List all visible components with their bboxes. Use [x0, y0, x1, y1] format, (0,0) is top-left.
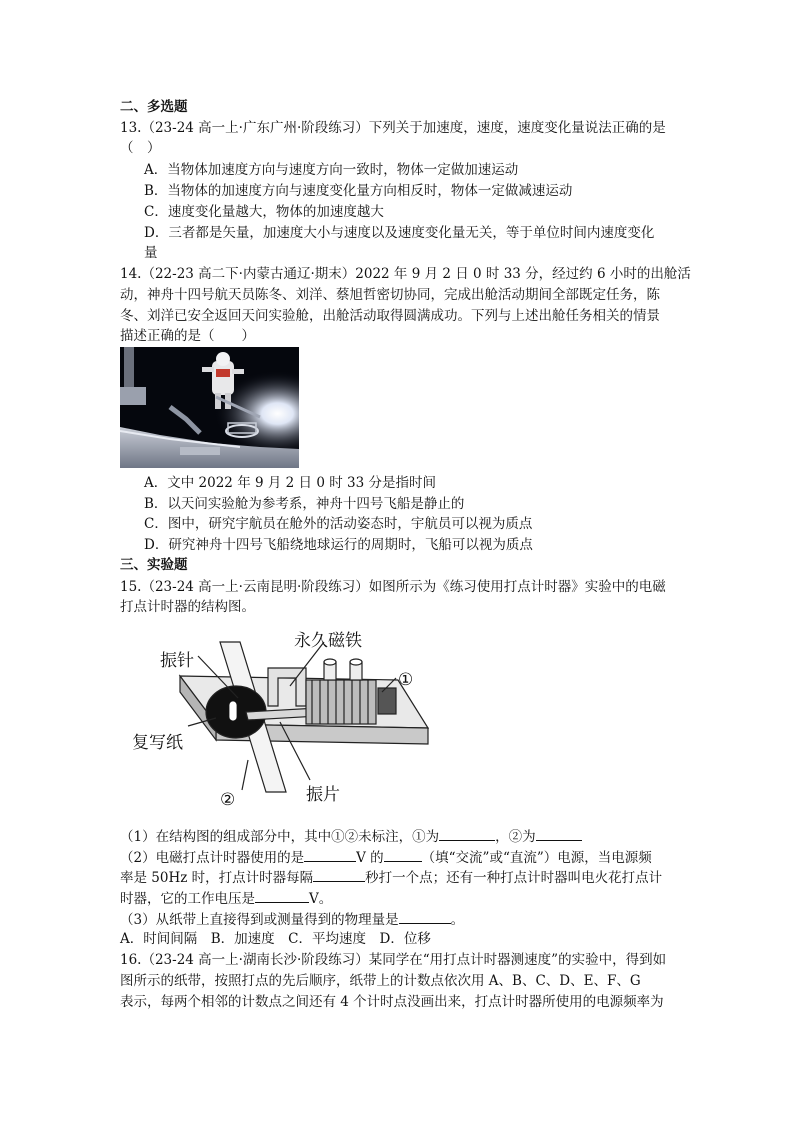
q14-option-a: A．文中 2022 年 9 月 2 日 0 时 33 分是指时间: [144, 475, 436, 491]
answer-blank-2[interactable]: [536, 826, 582, 841]
q15-stem-line1: 15.（23-24 高一上·云南昆明·阶段练习）如图所示为《练习使用打点计时器》实验中的电磁: [120, 579, 666, 595]
q14-stem-line4: 描述正确的是（ ）: [120, 328, 255, 344]
q13-option-d-line1: D．三者都是矢量，加速度大小与速度以及速度变化量无关，等于单位时间内速度变化: [144, 225, 655, 241]
q15-part3: [120, 909, 464, 930]
q15-part3-options: A．时间间隔 B．加速度 C．平均速度 D．位移: [120, 931, 431, 947]
q15-part2-line3: [120, 888, 332, 909]
q15-part2-line2: [120, 867, 662, 888]
q13-stem-line1: 13.（23-24 高一上·广东广州·阶段练习）下列关于加速度，速度，速度变化量说法正确的是: [120, 120, 666, 136]
q14-option-c: C．图中，研究宇航员在舱外的活动姿态时，宇航员可以视为质点: [144, 516, 533, 532]
q14-stem-line2: 动，神舟十四号航天员陈冬、刘洋、蔡旭哲密切协同，完成出舱活动期间全部既定任务，陈: [120, 287, 660, 303]
q16-stem-line1: 16.（23-24 高一上·湖南长沙·阶段练习）某同学在“用打点计时器测速度”的实验中，得到如: [120, 952, 667, 968]
q13-option-c: C．速度变化量越大，物体的加速度越大: [144, 204, 384, 220]
q13-option-d-line2: 量: [144, 245, 158, 261]
q15-part2-text-g: V。: [309, 891, 333, 907]
q15-part2-text-c: （填“交流”或“直流”）电源，当电源频: [421, 850, 652, 866]
q15-part1-text-b: ，②为: [495, 829, 536, 845]
q15-part2-text-f: 时器，它的工作电压是: [120, 891, 255, 907]
answer-blank-3[interactable]: [304, 847, 356, 862]
q15-part2-text-d: 率是 50Hz 时，打点计时器每隔: [120, 870, 314, 886]
section-heading-experiment: 三、实验题: [120, 557, 188, 573]
label-part-1: ①: [398, 670, 414, 690]
q16-stem-line3: 表示，每两个相邻的计数点之间还有 4 个计时点没画出来，打点计时器所使用的电源频率为: [120, 994, 664, 1010]
q13-option-a: A．当物体加速度方向与速度方向一致时，物体一定做加速运动: [144, 162, 519, 178]
q15-part1-text-a: （1）在结构图的组成部分中，其中①②未标注，①为: [120, 829, 440, 845]
q13-option-b: B．当物体的加速度方向与速度变化量方向相反时，物体一定做减速运动: [144, 183, 573, 199]
label-part-2: ②: [220, 790, 236, 810]
label-vibrating-reed: 振片: [306, 785, 340, 805]
q15-part2-text-b: V 的: [356, 850, 384, 866]
electromagnetic-timer-diagram: [128, 622, 438, 812]
spacewalk-photo: [120, 347, 299, 468]
q14-option-b: B．以天问实验舱为参考系，神舟十四号飞船是静止的: [144, 496, 465, 512]
q15-part2-text-e: 秒打一个点；还有一种打点计时器叫电火花打点计: [365, 870, 663, 886]
q15-part1: [120, 826, 582, 847]
answer-blank-6[interactable]: [255, 888, 309, 903]
q14-option-d: D．研究神舟十四号飞船绕地球运行的周期时，飞船可以视为质点: [144, 537, 533, 553]
q15-part3-text-b: 。: [450, 912, 465, 928]
q15-part3-text-a: （3）从纸带上直接得到或测量得到的物理量是: [120, 912, 399, 928]
label-vibrating-needle: 振针: [160, 651, 194, 671]
q15-part2-line1: [120, 847, 652, 868]
q15-part2-text-a: （2）电磁打点计时器使用的是: [120, 850, 305, 866]
label-carbon-paper: 复写纸: [132, 733, 183, 753]
answer-blank-7[interactable]: [399, 909, 451, 924]
q14-stem-line3: 冬、刘洋已安全返回天问实验舱，出舱活动取得圆满成功。下列与上述出舱任务相关的情景: [120, 308, 660, 324]
label-permanent-magnet: 永久磁铁: [294, 631, 362, 651]
q13-stem-line2: （ ）: [120, 140, 161, 156]
answer-blank-5[interactable]: [313, 867, 365, 882]
q14-stem-line1: 14.（22-23 高二下·内蒙古通辽·期末）2022 年 9 月 2 日 0 时 33 分，经过约 6 小时的出舱活: [120, 266, 691, 282]
q16-stem-line2: 图所示的纸带，按照打点的先后顺序，纸带上的计数点依次用 A、B、C、D、E、F、G: [120, 973, 641, 989]
q15-stem-line2: 打点计时器的结构图。: [120, 599, 255, 615]
answer-blank-1[interactable]: [439, 826, 495, 841]
answer-blank-4[interactable]: [384, 847, 422, 862]
section-heading-multiple-choice: 二、多选题: [120, 99, 188, 115]
